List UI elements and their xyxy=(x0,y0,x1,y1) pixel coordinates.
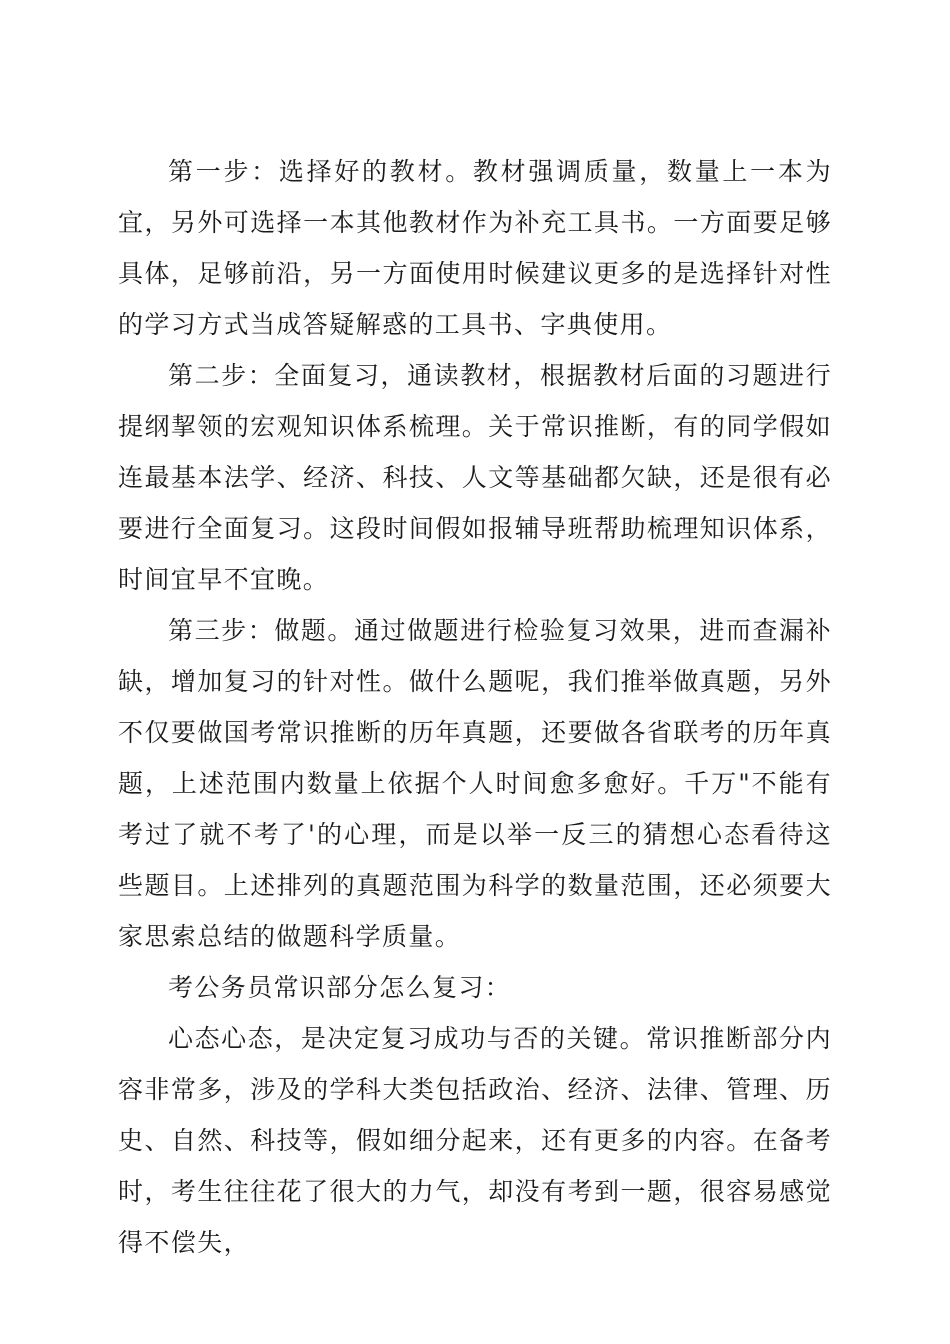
paragraph-step-one: 第一步：选择好的教材。教材强调质量，数量上一本为宜，另外可选择一本其他教材作为补充工具书。一方面要足够具体，足够前沿，另一方面使用时候建议更多的是选择针对性的学习方式当成答疑解惑的工具书、字典使用。 xyxy=(118,157,832,339)
paragraph-step-two: 第二步：全面复习，通读教材，根据教材后面的习题进行提纲挈领的宏观知识体系梳理。关于常识推断，有的同学假如连最基本法学、经济、科技、人文等基础都欠缺，还是很有必要进行全面复习。这段时间假如报辅导班帮助梳理知识体系，时间宜早不宜晚。 xyxy=(118,361,832,594)
document-body xyxy=(118,146,832,1268)
paragraph-mindset: 心态心态，是决定复习成功与否的关键。常识推断部分内容非常多，涉及的学科大类包括政治、经济、法律、管理、历史、自然、科技等，假如细分起来，还有更多的内容。在备考时，考生往往花了很大的力气，却没有考到一题，很容易感觉得不偿失， xyxy=(118,1024,832,1257)
paragraph-heading: 考公务员常识部分怎么复习： xyxy=(168,973,512,1002)
paragraph-step-three: 第三步：做题。通过做题进行检验复习效果，进而查漏补缺，增加复习的针对性。做什么题呢，我们推举做真题，另外不仅要做国考常识推断的历年真题，还要做各省联考的历年真题，上述范围内数量上依据个人时间愈多愈好。千万"不能有考过了就不考了'的心理，而是以举一反三的猜想心态看待这些题目。上述排列的真题范围为科学的数量范围，还必须要大家思索总结的做题科学质量。 xyxy=(118,616,832,951)
